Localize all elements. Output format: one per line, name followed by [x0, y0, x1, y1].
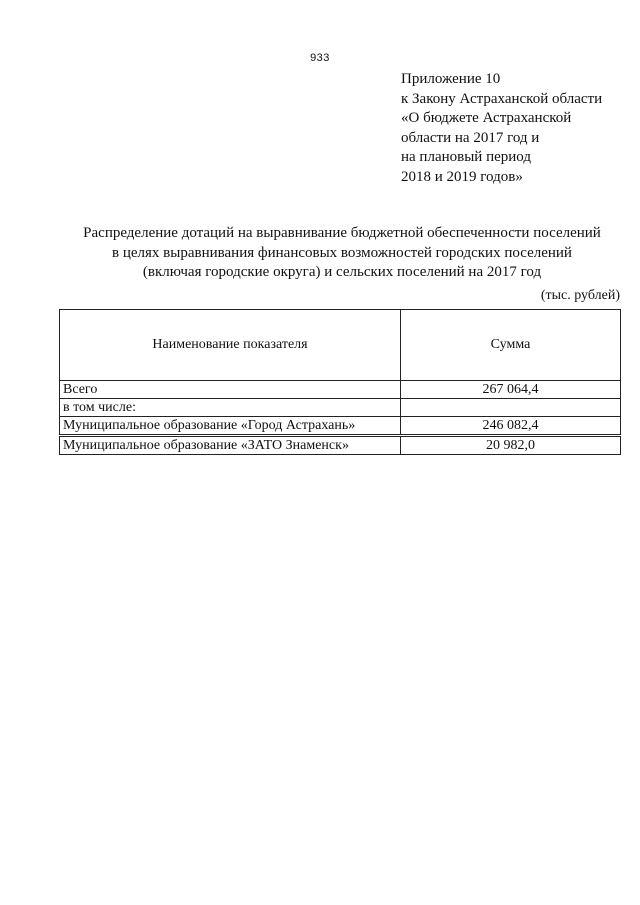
appendix-line: Приложение 10	[401, 71, 501, 87]
document-title	[40, 224, 640, 283]
table-row	[60, 381, 621, 399]
page-number: 933	[310, 52, 330, 64]
header-indicator-name: Наименование показателя	[60, 310, 401, 381]
table-row	[60, 436, 621, 455]
header-amount: Сумма	[401, 310, 621, 381]
title-line: в целях выравнивания финансовых возможностей городских поселений	[112, 244, 572, 261]
title-line: Распределение дотаций на выравнивание бюджетной обеспеченности поселений	[83, 225, 601, 241]
row-amount: 246 082,4	[401, 417, 621, 436]
row-amount: 20 982,0	[401, 436, 621, 455]
appendix-line: к Закону Астраханской области	[401, 90, 603, 107]
row-name: Муниципальное образование «Город Астрахань»	[60, 417, 401, 436]
appendix-line: «О бюджете Астраханской	[401, 110, 572, 126]
row-amount: 267 064,4	[401, 381, 621, 399]
appendix-line: области на 2017 год и	[401, 129, 540, 146]
table-row	[60, 417, 621, 436]
table-header-row	[60, 310, 621, 381]
row-name: Всего	[60, 381, 401, 399]
units-label: (тыс. рублей)	[540, 288, 620, 303]
appendix-reference	[401, 70, 602, 187]
row-name: в том числе:	[60, 399, 401, 417]
table-row	[60, 399, 621, 417]
title-line: (включая городские округа) и сельских поселений на 2017 год	[142, 264, 542, 280]
subsidy-table	[59, 309, 621, 455]
row-name: Муниципальное образование «ЗАТО Знаменск»	[60, 436, 401, 455]
appendix-line: на плановый период	[401, 149, 531, 165]
appendix-line: 2018 и 2019 годов»	[401, 168, 523, 185]
row-amount	[401, 399, 621, 417]
